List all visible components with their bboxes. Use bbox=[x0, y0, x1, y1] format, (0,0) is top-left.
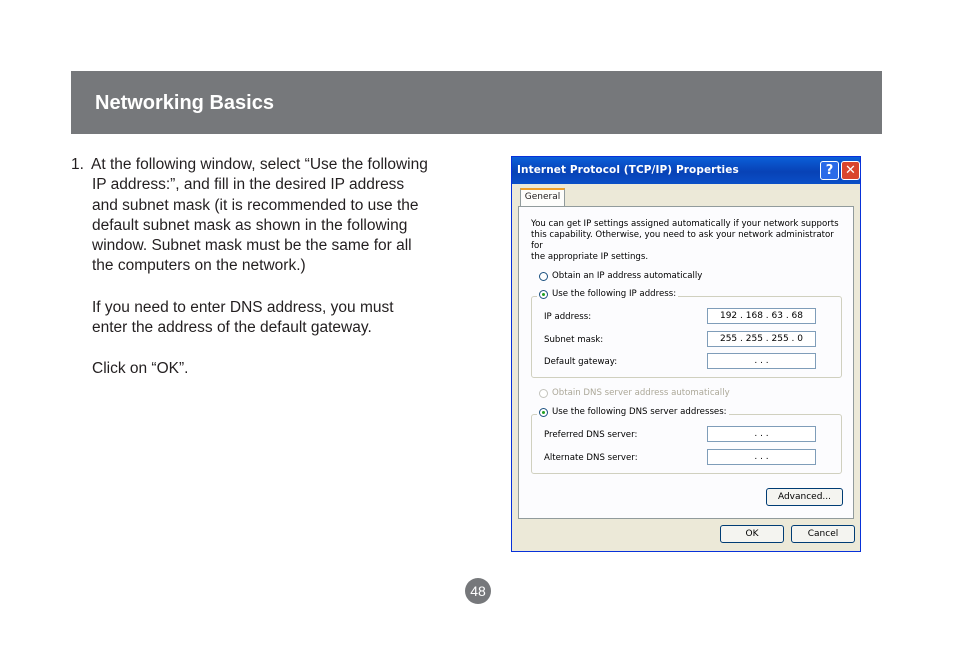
instruction-line: the computers on the network.) bbox=[92, 257, 306, 275]
dns-server-group bbox=[531, 414, 842, 474]
obtain-dns-label: Obtain DNS server address automatically bbox=[552, 388, 730, 398]
intro-line: You can get IP settings assigned automatically if your network supports bbox=[531, 219, 839, 229]
ok-button[interactable]: OK bbox=[720, 525, 784, 543]
cancel-button[interactable]: Cancel bbox=[791, 525, 855, 543]
intro-text bbox=[531, 219, 841, 263]
page-title: Networking Basics bbox=[95, 92, 274, 114]
general-panel bbox=[518, 206, 854, 519]
default-gateway-label: Default gateway: bbox=[544, 357, 618, 367]
advanced-button[interactable]: Advanced... bbox=[766, 488, 843, 506]
instruction-line: At the following window, select “Use the following bbox=[91, 156, 428, 173]
header-bar bbox=[71, 71, 882, 134]
tab-general[interactable]: General bbox=[520, 188, 565, 206]
dialog-titlebar[interactable] bbox=[512, 157, 860, 184]
ip-address-label: IP address: bbox=[544, 312, 592, 322]
radio-disabled-icon bbox=[539, 389, 548, 398]
step-1 bbox=[71, 155, 471, 175]
use-ip-label: Use the following IP address: bbox=[552, 289, 677, 299]
intro-line: this capability. Otherwise, you need to ask your network administrator for bbox=[531, 230, 834, 251]
obtain-ip-radio[interactable] bbox=[539, 271, 702, 281]
radio-icon bbox=[539, 272, 548, 281]
step-number: 1. bbox=[71, 156, 84, 173]
instruction-line: default subnet mask as shown in the following bbox=[92, 216, 408, 234]
instruction-line: enter the address of the default gateway. bbox=[92, 319, 372, 337]
tcpip-properties-dialog bbox=[511, 156, 861, 552]
intro-line: the appropriate IP settings. bbox=[531, 252, 649, 262]
obtain-dns-radio[interactable] bbox=[539, 388, 730, 398]
help-button[interactable]: ? bbox=[820, 161, 839, 180]
use-dns-radio[interactable] bbox=[537, 407, 729, 417]
subnet-mask-field[interactable]: 255 . 255 . 255 . 0 bbox=[707, 331, 816, 347]
use-dns-label: Use the following DNS server addresses: bbox=[552, 407, 727, 417]
page-number-badge: 48 bbox=[465, 578, 491, 604]
preferred-dns-label: Preferred DNS server: bbox=[544, 430, 638, 440]
radio-checked-icon bbox=[539, 408, 548, 417]
subnet-mask-label: Subnet mask: bbox=[544, 335, 604, 345]
instruction-line: If you need to enter DNS address, you must bbox=[92, 298, 394, 316]
instruction-line: window. Subnet mask must be the same for all bbox=[92, 237, 412, 255]
dialog-title: Internet Protocol (TCP/IP) Properties bbox=[517, 164, 739, 176]
close-button[interactable]: ✕ bbox=[841, 161, 860, 180]
instruction-line: Click on “OK”. bbox=[92, 360, 189, 378]
default-gateway-field[interactable]: . . . bbox=[707, 353, 816, 369]
ip-address-group bbox=[531, 296, 842, 378]
alternate-dns-field[interactable]: . . . bbox=[707, 449, 816, 465]
instruction-line: IP address:”, and fill in the desired IP address bbox=[92, 176, 405, 194]
instruction-line: and subnet mask (it is recommended to use the bbox=[92, 196, 419, 214]
radio-checked-icon bbox=[539, 290, 548, 299]
obtain-ip-label: Obtain an IP address automatically bbox=[552, 271, 703, 281]
use-ip-radio[interactable] bbox=[537, 289, 678, 299]
preferred-dns-field[interactable]: . . . bbox=[707, 426, 816, 442]
instructions bbox=[71, 155, 471, 380]
ip-address-field[interactable]: 192 . 168 . 63 . 68 bbox=[707, 308, 816, 324]
alternate-dns-label: Alternate DNS server: bbox=[544, 453, 638, 463]
